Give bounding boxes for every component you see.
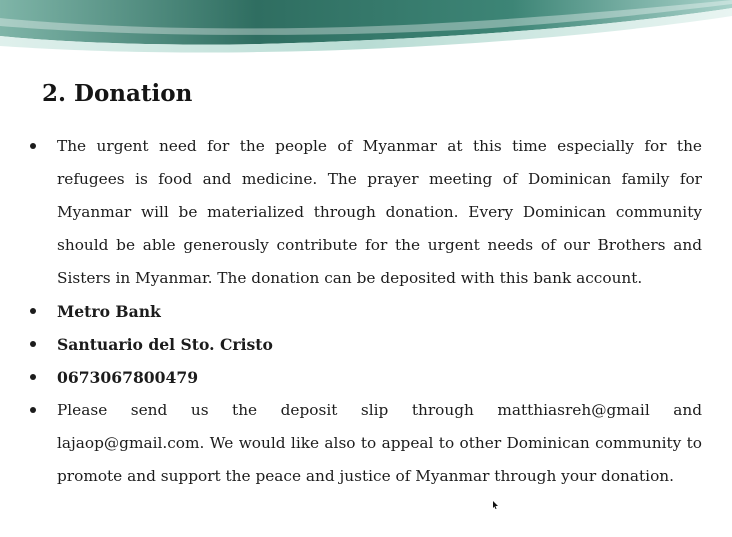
bullet-text: Santuario del Sto. Cristo <box>57 335 273 354</box>
bullet-item-urgent-need <box>0 130 732 295</box>
bullet-text: 0673067800479 <box>57 368 199 387</box>
bullet-text: Please send us the deposit slip through matthiasreh@gmail and lajaop@gmail.com. We would like also to appeal to other Dominican community to promote and support the peace and justice of Myanmar through your donation. <box>57 401 702 485</box>
bullet-text: The urgent need for the people of Myanmar at this time especially for the refugees is food and medicine. The prayer meeting of Dominican family for Myanmar will be materialized through donation. Every Dominican community should be able generously contribute for the urgent needs of our Brothers and Sisters in Myanmar. The donation can be deposited with this bank account. <box>57 137 702 287</box>
bullet-icon <box>30 308 36 314</box>
bullet-item-bank-name <box>0 295 732 328</box>
mouse-cursor-icon <box>493 501 498 509</box>
bullet-icon <box>30 143 36 149</box>
banner-wave-graphic <box>0 0 732 62</box>
decorative-banner <box>0 0 732 62</box>
bullet-item-account-name <box>0 328 732 361</box>
bullet-item-deposit-slip <box>0 394 732 493</box>
bullet-icon <box>30 407 36 413</box>
bullet-list <box>0 130 732 493</box>
bullet-item-account-number <box>0 361 732 394</box>
bullet-icon <box>30 374 36 380</box>
bullet-icon <box>30 341 36 347</box>
slide-title: 2. Donation <box>42 80 193 107</box>
bullet-text: Metro Bank <box>57 302 161 321</box>
